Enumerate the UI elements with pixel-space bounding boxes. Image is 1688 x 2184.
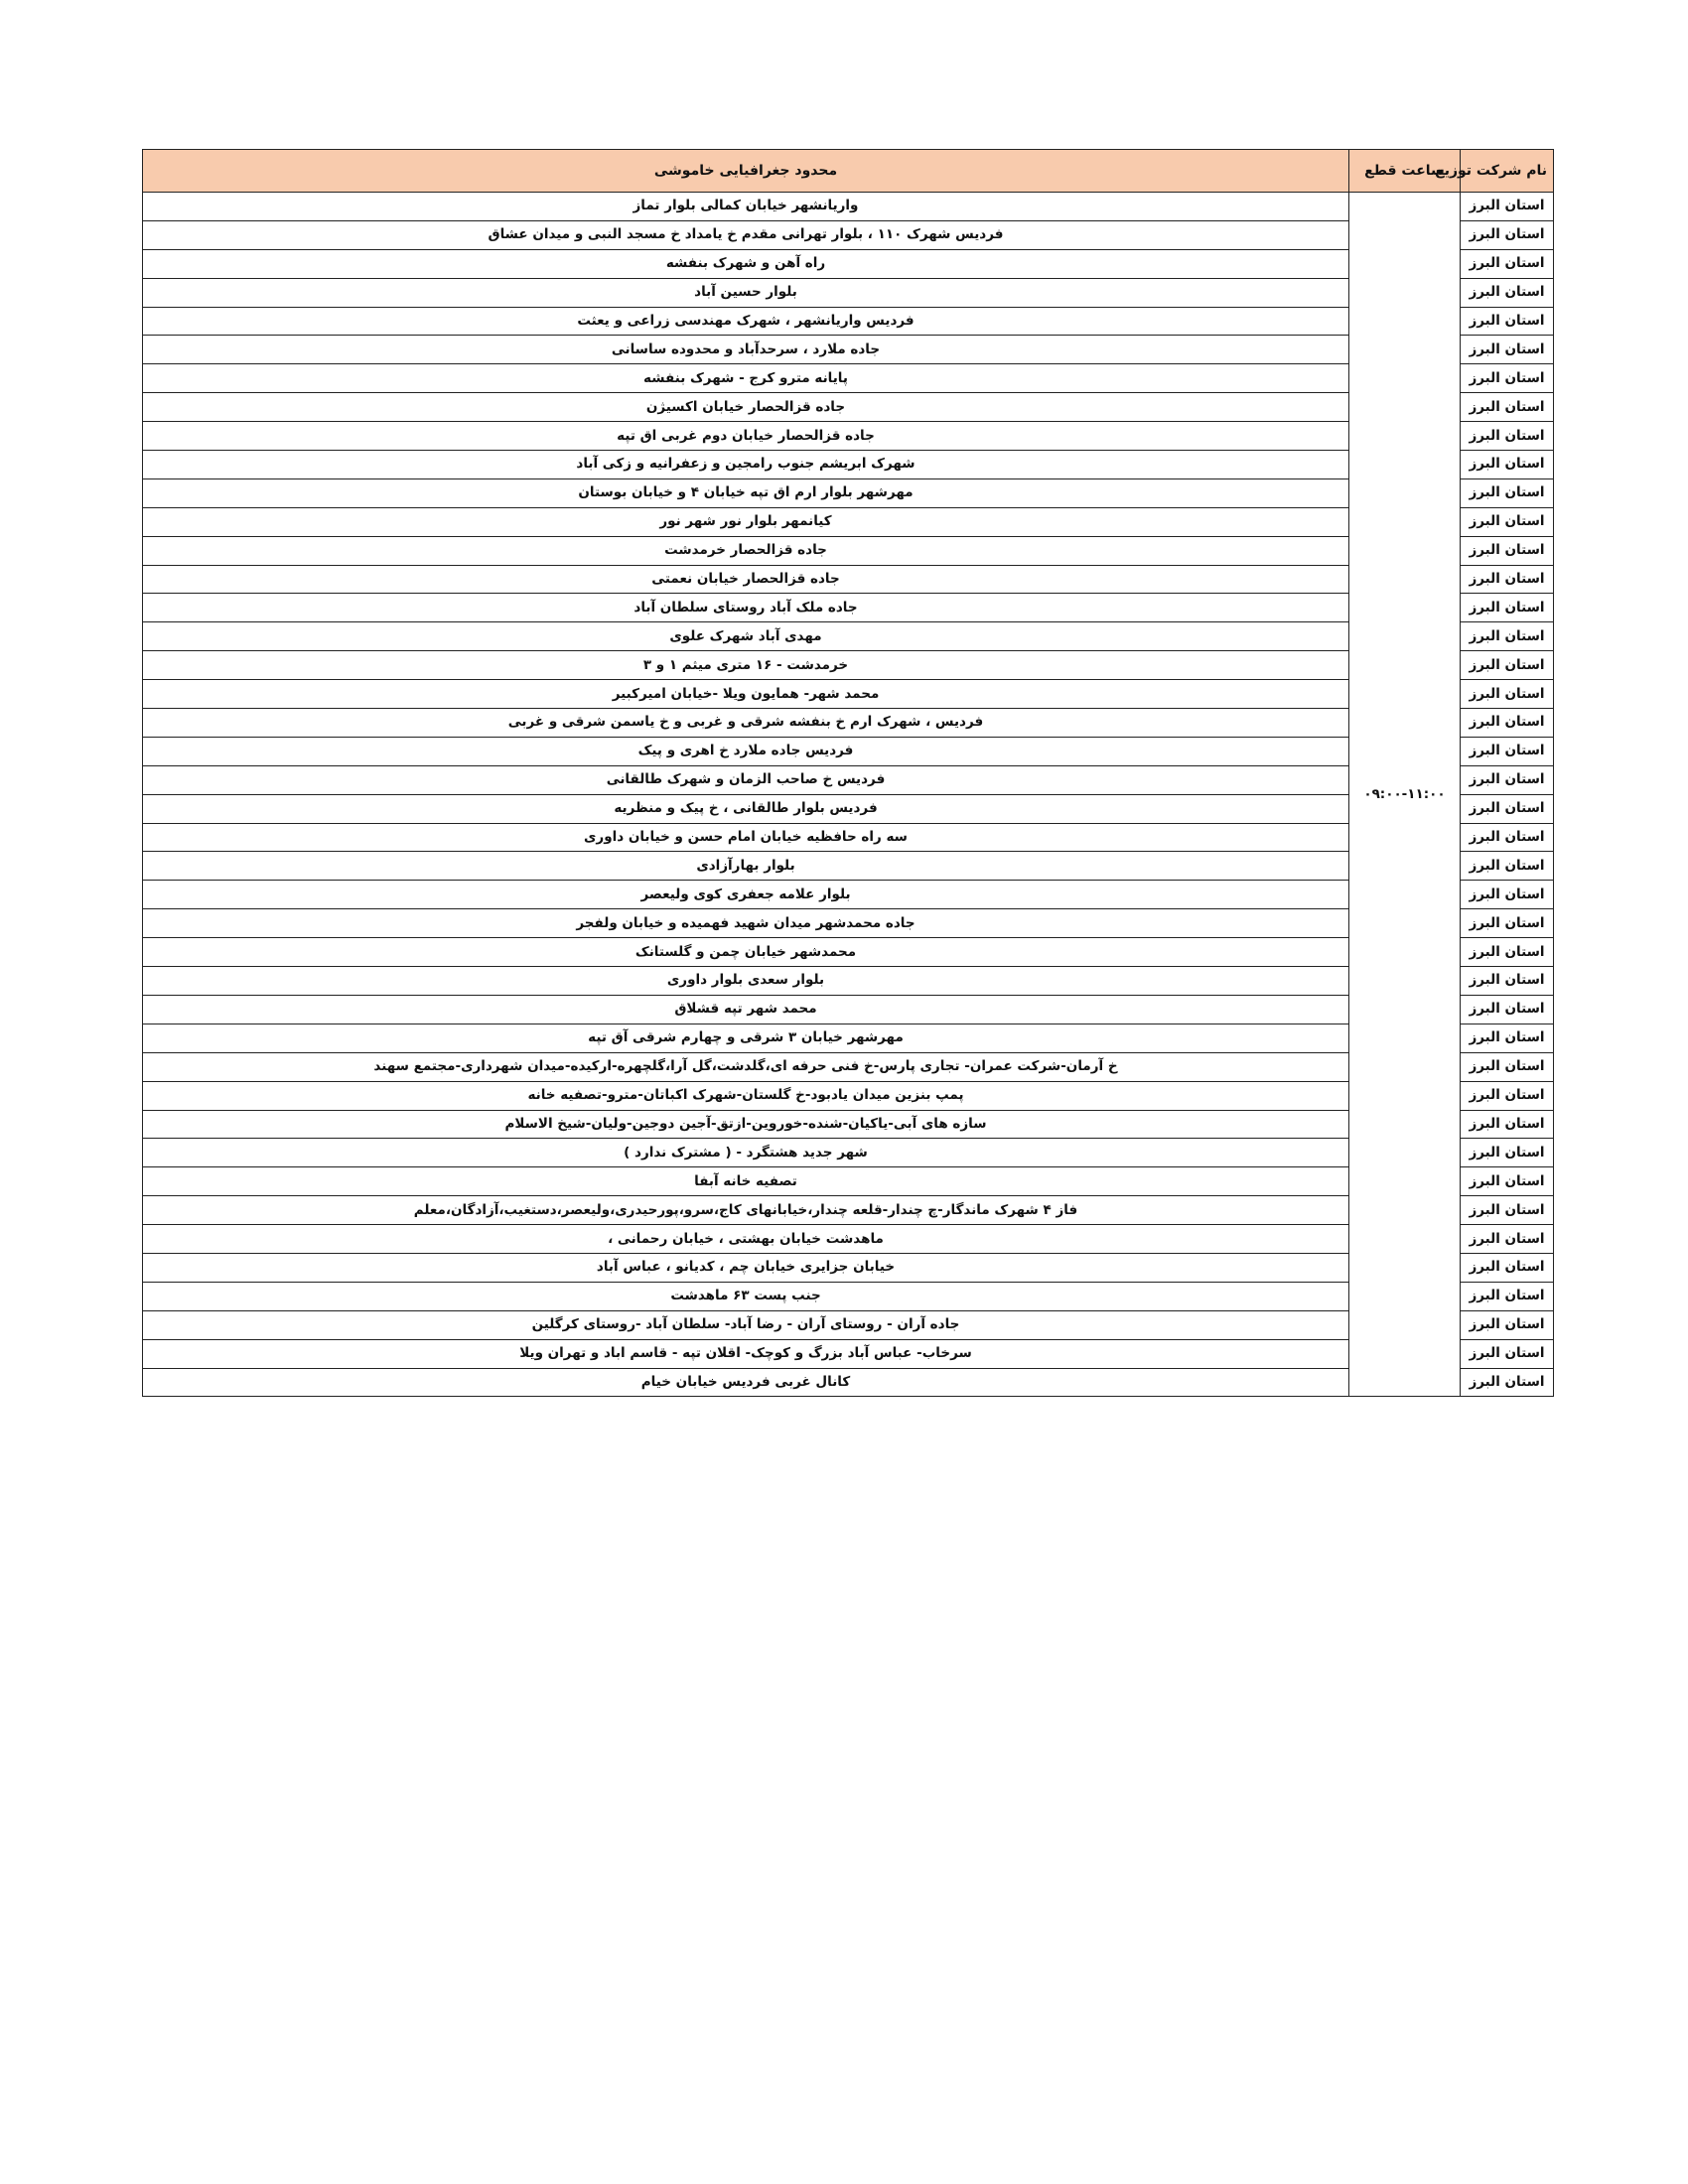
area-cell: مهدی آباد شهرک علوی bbox=[143, 622, 1349, 651]
power-outage-table bbox=[142, 149, 1554, 1397]
area-cell: کیانمهر بلوار نور شهر نور bbox=[143, 507, 1349, 536]
table-row bbox=[143, 995, 1554, 1024]
area-cell: بلوار سعدی بلوار داوری bbox=[143, 967, 1349, 996]
company-cell: استان البرز bbox=[1461, 1167, 1554, 1196]
area-cell: خیابان جزایری خیابان چم ، کدیانو ، عباس آباد bbox=[143, 1253, 1349, 1282]
company-cell: استان البرز bbox=[1461, 622, 1554, 651]
area-cell: واریانشهر خیابان کمالی بلوار تماز bbox=[143, 193, 1349, 221]
company-cell: استان البرز bbox=[1461, 422, 1554, 451]
company-cell: استان البرز bbox=[1461, 594, 1554, 622]
company-cell: استان البرز bbox=[1461, 995, 1554, 1024]
table-row bbox=[143, 364, 1554, 393]
table-row bbox=[143, 651, 1554, 680]
table-row bbox=[143, 1196, 1554, 1225]
table-row bbox=[143, 1110, 1554, 1139]
company-cell: استان البرز bbox=[1461, 852, 1554, 881]
company-cell: استان البرز bbox=[1461, 1225, 1554, 1254]
table-row bbox=[143, 336, 1554, 364]
company-cell: استان البرز bbox=[1461, 794, 1554, 823]
table-row bbox=[143, 1282, 1554, 1310]
area-cell: مهرشهر بلوار ارم اق تپه خیابان ۴ و خیابان بوستان bbox=[143, 478, 1349, 507]
area-cell: شهرک ابریشم جنوب رامجین و زعفرانیه و زکی آباد bbox=[143, 451, 1349, 479]
area-cell: شهر جدید هشتگرد - ( مشترک ندارد ) bbox=[143, 1139, 1349, 1167]
table-row bbox=[143, 967, 1554, 996]
company-cell: استان البرز bbox=[1461, 967, 1554, 996]
company-cell: استان البرز bbox=[1461, 709, 1554, 738]
table-row bbox=[143, 1052, 1554, 1081]
table-row bbox=[143, 1167, 1554, 1196]
company-cell: استان البرز bbox=[1461, 565, 1554, 594]
area-cell: فاز ۴ شهرک ماندگار-چ چندار-قلعه چندار،خیابانهای کاج،سرو،پورحیدری،ولیعصر،دستغیب،آزادگان،معلم bbox=[143, 1196, 1349, 1225]
area-cell: محمدشهر خیابان چمن و گلستانک bbox=[143, 938, 1349, 967]
table-row bbox=[143, 478, 1554, 507]
company-cell: استان البرز bbox=[1461, 1024, 1554, 1052]
company-cell: استان البرز bbox=[1461, 451, 1554, 479]
company-cell: استان البرز bbox=[1461, 680, 1554, 709]
area-cell: سرخاب- عباس آباد بزرگ و کوچک- اقلان تپه - قاسم اباد و تهران ویلا bbox=[143, 1339, 1349, 1368]
area-cell: فردیس شهرک ۱۱۰ ، بلوار تهرانی مقدم خ یامداد خ مسجد النبی و میدان عشاق bbox=[143, 220, 1349, 249]
company-cell: استان البرز bbox=[1461, 909, 1554, 938]
area-cell: جاده قزالحصار خیابان دوم غربی اق تپه bbox=[143, 422, 1349, 451]
company-cell: استان البرز bbox=[1461, 1368, 1554, 1397]
area-cell: جاده ملک آباد روستای سلطان آباد bbox=[143, 594, 1349, 622]
area-cell: ماهدشت خیابان بهشتی ، خیابان رحمانی ، bbox=[143, 1225, 1349, 1254]
table-row bbox=[143, 737, 1554, 765]
table-row bbox=[143, 1139, 1554, 1167]
company-cell: استان البرز bbox=[1461, 336, 1554, 364]
table-row bbox=[143, 422, 1554, 451]
table-row bbox=[143, 193, 1554, 221]
area-cell: خرمدشت - ۱۶ متری میثم ۱ و ۳ bbox=[143, 651, 1349, 680]
area-cell: تصفیه خانه آبفا bbox=[143, 1167, 1349, 1196]
area-cell: راه آهن و شهرک بنفشه bbox=[143, 249, 1349, 278]
table-row bbox=[143, 1024, 1554, 1052]
area-cell: جاده قزالحصار خیابان اکسیژن bbox=[143, 393, 1349, 422]
company-cell: استان البرز bbox=[1461, 393, 1554, 422]
area-cell: مهرشهر خیابان ۳ شرقی و چهارم شرقی آق تپه bbox=[143, 1024, 1349, 1052]
table-row bbox=[143, 451, 1554, 479]
table-row bbox=[143, 909, 1554, 938]
company-cell: استان البرز bbox=[1461, 478, 1554, 507]
table-row bbox=[143, 765, 1554, 794]
table-row bbox=[143, 881, 1554, 909]
company-cell: استان البرز bbox=[1461, 193, 1554, 221]
area-cell: محمد شهر تپه قشلاق bbox=[143, 995, 1349, 1024]
table-row bbox=[143, 278, 1554, 307]
company-cell: استان البرز bbox=[1461, 507, 1554, 536]
table-row bbox=[143, 220, 1554, 249]
company-cell: استان البرز bbox=[1461, 1339, 1554, 1368]
company-cell: استان البرز bbox=[1461, 765, 1554, 794]
company-cell: استان البرز bbox=[1461, 1310, 1554, 1339]
table-body bbox=[143, 193, 1554, 1397]
table-row bbox=[143, 393, 1554, 422]
area-cell: جاده ملارد ، سرحدآباد و محدوده ساسانی bbox=[143, 336, 1349, 364]
area-cell: جنب پست ۶۳ ماهدشت bbox=[143, 1282, 1349, 1310]
area-cell: سازه های آبی-یاکیان-شنده-خوروین-ازتق-آجین دوجین-ولیان-شیخ الاسلام bbox=[143, 1110, 1349, 1139]
company-cell: استان البرز bbox=[1461, 1253, 1554, 1282]
company-cell: استان البرز bbox=[1461, 1139, 1554, 1167]
company-cell: استان البرز bbox=[1461, 737, 1554, 765]
table-row bbox=[143, 823, 1554, 852]
table-row bbox=[143, 794, 1554, 823]
table-row bbox=[143, 1339, 1554, 1368]
area-cell: بلوار حسین آباد bbox=[143, 278, 1349, 307]
table-row bbox=[143, 852, 1554, 881]
table-row bbox=[143, 1368, 1554, 1397]
company-cell: استان البرز bbox=[1461, 1110, 1554, 1139]
area-cell: فردیس بلوار طالقانی ، خ پیک و منظریه bbox=[143, 794, 1349, 823]
area-cell: خ آرمان-شرکت عمران- تجاری پارس-خ فنی حرفه ای،گلدشت،گل آرا،گلچهره-ارکیده-میدان شهرداری-مجتمع سهند bbox=[143, 1052, 1349, 1081]
company-cell: استان البرز bbox=[1461, 1282, 1554, 1310]
table-row bbox=[143, 622, 1554, 651]
table-row bbox=[143, 680, 1554, 709]
table-row bbox=[143, 307, 1554, 336]
area-cell: فردیس واریانشهر ، شهرک مهندسی زراعی و یعثت bbox=[143, 307, 1349, 336]
table-row bbox=[143, 536, 1554, 565]
area-cell: کانال غربی فردیس خیابان خیام bbox=[143, 1368, 1349, 1397]
company-cell: استان البرز bbox=[1461, 307, 1554, 336]
company-cell: استان البرز bbox=[1461, 1052, 1554, 1081]
table-row bbox=[143, 507, 1554, 536]
company-cell: استان البرز bbox=[1461, 823, 1554, 852]
table-row bbox=[143, 1310, 1554, 1339]
area-cell: پایانه مترو کرج - شهرک بنفشه bbox=[143, 364, 1349, 393]
header-time: ساعت قطع bbox=[1349, 150, 1461, 193]
table-row bbox=[143, 1081, 1554, 1110]
outage-time-cell: ۰۹:۰۰-۱۱:۰۰ bbox=[1349, 193, 1461, 1397]
company-cell: استان البرز bbox=[1461, 651, 1554, 680]
table-header-row bbox=[143, 150, 1554, 193]
company-cell: استان البرز bbox=[1461, 1196, 1554, 1225]
table-row bbox=[143, 938, 1554, 967]
company-cell: استان البرز bbox=[1461, 364, 1554, 393]
area-cell: جاده محمدشهر میدان شهید فهمیده و خیابان ولفجر bbox=[143, 909, 1349, 938]
area-cell: جاده قزالحصار خیابان نعمتی bbox=[143, 565, 1349, 594]
area-cell: فردیس خ صاحب الزمان و شهرک طالقانی bbox=[143, 765, 1349, 794]
company-cell: استان البرز bbox=[1461, 278, 1554, 307]
company-cell: استان البرز bbox=[1461, 881, 1554, 909]
area-cell: جاده قزالحصار خرمدشت bbox=[143, 536, 1349, 565]
table-row bbox=[143, 709, 1554, 738]
table-row bbox=[143, 1225, 1554, 1254]
company-cell: استان البرز bbox=[1461, 536, 1554, 565]
table-row bbox=[143, 1253, 1554, 1282]
company-cell: استان البرز bbox=[1461, 1081, 1554, 1110]
area-cell: جاده آران - روستای آران - رضا آباد- سلطان آباد -روستای کرگلین bbox=[143, 1310, 1349, 1339]
area-cell: فردیس ، شهرک ارم خ بنفشه شرقی و غربی و خ یاسمن شرقی و غربی bbox=[143, 709, 1349, 738]
area-cell: بلوار بهارآزادی bbox=[143, 852, 1349, 881]
area-cell: محمد شهر- همایون ویلا -خیابان امیرکبیر bbox=[143, 680, 1349, 709]
header-company: نام شرکت توزیع bbox=[1461, 150, 1554, 193]
company-cell: استان البرز bbox=[1461, 938, 1554, 967]
table-row bbox=[143, 249, 1554, 278]
table-row bbox=[143, 565, 1554, 594]
table-row bbox=[143, 594, 1554, 622]
area-cell: فردیس جاده ملارد خ اهری و پیک bbox=[143, 737, 1349, 765]
company-cell: استان البرز bbox=[1461, 220, 1554, 249]
company-cell: استان البرز bbox=[1461, 249, 1554, 278]
area-cell: پمپ بنزین میدان یادبود-خ گلستان-شهرک اکباتان-مترو-تصفیه خانه bbox=[143, 1081, 1349, 1110]
header-area: محدود جغرافیایی خاموشی bbox=[143, 150, 1349, 193]
area-cell: بلوار علامه جعفری کوی ولیعصر bbox=[143, 881, 1349, 909]
area-cell: سه راه حافظیه خیابان امام حسن و خیابان داوری bbox=[143, 823, 1349, 852]
